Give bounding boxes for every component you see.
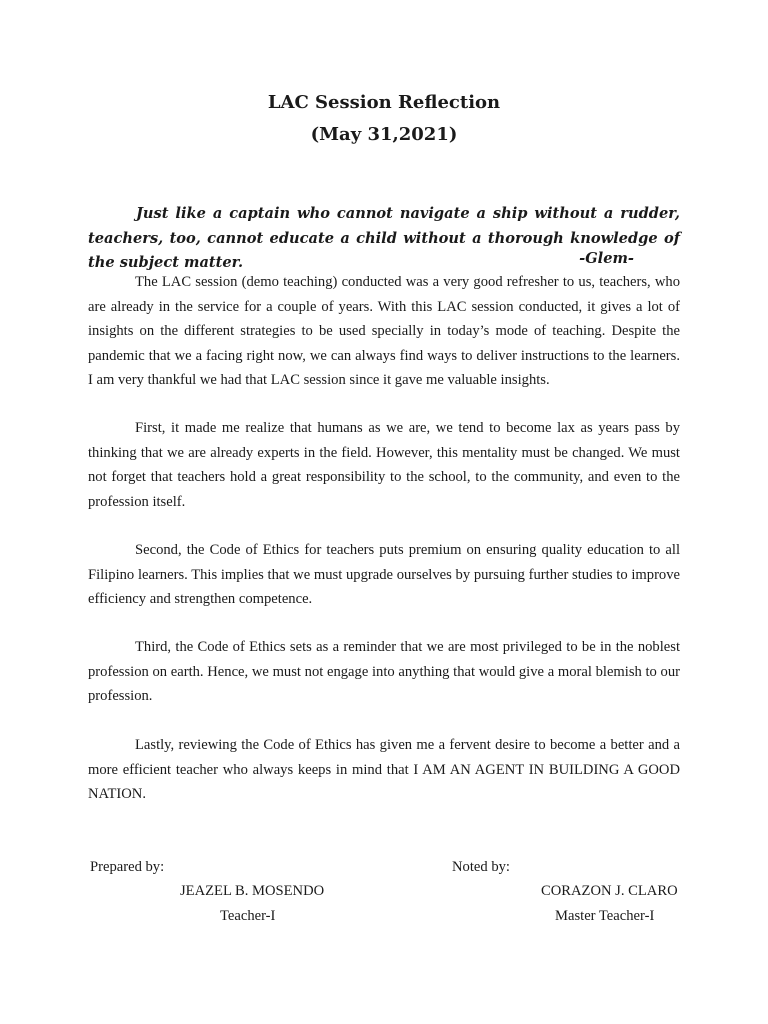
- paragraph-3: Second, the Code of Ethics for teachers puts premium on ensuring quality education to all Filipino learners. This implies that we must upgrade ourselves by pursuing further studies to improve efficiency and strengthen competence.: [88, 542, 680, 607]
- paragraph-5: Lastly, reviewing the Code of Ethics has given me a fervent desire to become a better and a more efficient teacher who always keeps in mind that I AM AN AGENT IN BUILDING A GOOD NATION.: [88, 737, 680, 802]
- noted-by-position: Master Teacher-I: [555, 908, 655, 924]
- prepared-by-position: Teacher-I: [220, 908, 276, 924]
- prepared-by-label: Prepared by:: [90, 859, 165, 875]
- paragraph-1: The LAC session (demo teaching) conducted was a very good refresher to us, teachers, who are already in the service for a couple of years. With this LAC session conducted, it gives a lot of insights on the different strategies to be used specially in today’s mode of teaching. Despite the pandemic that we a facing right now, we can always find ways to deliver instructions to the learners. I am very thankful we had that LAC session since it gave me valuable insights.: [88, 274, 680, 388]
- epigraph-quote: Just like a captain who cannot navigate a ship without a rudder, teachers, too, cannot educate a child without a thorough knowledge of the subject matter.: [88, 205, 680, 271]
- quote-attribution: -Glem-: [579, 250, 634, 267]
- noted-by-label: Noted by:: [452, 859, 510, 875]
- paragraph-4: Third, the Code of Ethics sets as a reminder that we are most privileged to be in the noblest profession on earth. Hence, we must not engage into anything that would give a moral blemish to our profession.: [88, 639, 680, 704]
- prepared-by-name: JEAZEL B. MOSENDO: [180, 883, 325, 899]
- paragraph-2: First, it made me realize that humans as we are, we tend to become lax as years pass by thinking that we are already experts in the field. However, this mentality must be changed. We must not forget that teachers hold a great responsibility to the school, to the community, and even to the profession itself.: [88, 420, 680, 510]
- noted-by-name: CORAZON J. CLARO: [541, 883, 678, 899]
- document-title: LAC Session Reflection: [267, 92, 501, 113]
- document-date: (May 31,2021): [310, 124, 458, 145]
